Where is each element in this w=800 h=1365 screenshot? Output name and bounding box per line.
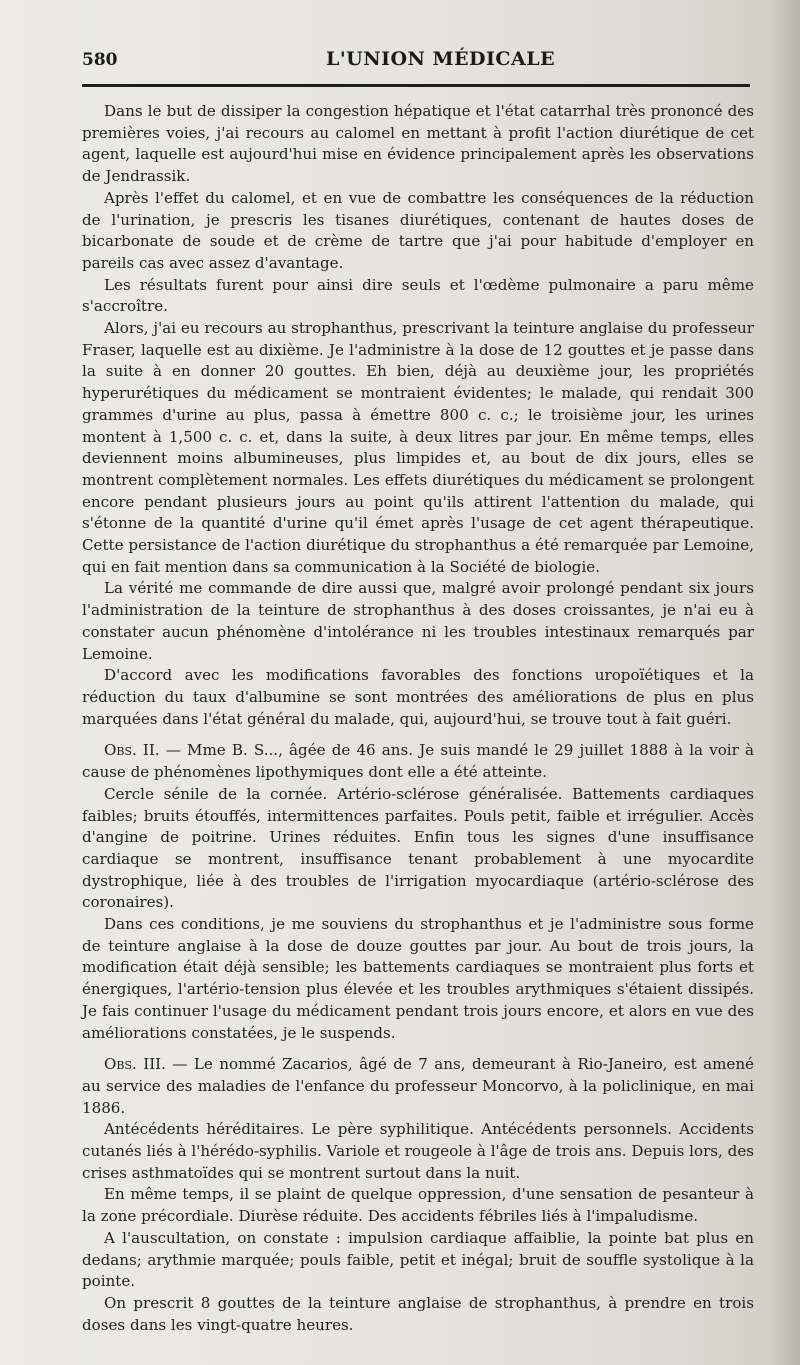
running-title: L'UNION MÉDICALE [326, 48, 556, 70]
paragraph: En même temps, il se plaint de quelque oppression, d'une sensation de pesanteur à la zone précordiale. Diurèse réduite. Des accidents fébriles liés à l'impaludisme. [82, 1185, 754, 1226]
observation-text: — Le nommé Zacarios, âgé de 7 ans, demeurant à Rio-Janeiro, est amené au service des maladies de l'enfance du professeur Moncorvo, à la policlinique, en mai 1886. [82, 1055, 754, 1117]
page-number: 580 [82, 50, 118, 70]
observation-label: Obs. III. [104, 1055, 166, 1074]
paragraph: A l'auscultation, on constate : impulsion cardiaque affaiblie, la pointe bat plus en dedans; arythmie marquée; pouls faible, petit et inégal; bruit de souffle systolique à la pointe. [82, 1228, 754, 1291]
observation-paragraph [82, 1054, 754, 1119]
paragraph: Après l'effet du calomel, et en vue de combattre les conséquences de la réduction de l'urination, je prescris les tisanes diurétiques, contenant de hautes doses de bicarbonate de soude et de crème de tartre que j'ai pour habitude d'employer en pareils cas avec assez d'avantage. [82, 188, 754, 272]
observation-label: Obs. II. [104, 741, 160, 760]
paragraph: Alors, j'ai eu recours au strophanthus, prescrivant la teinture anglaise du professeur Fraser, laquelle est au dixième. Je l'administre à la dose de 12 gouttes et je passe dans la suite à en donner 20 gouttes. Eh bien, déjà au deuxième jour, les propriétés hyperurétiques du médicament se montraient évidentes; le malade, qui rendait 300 grammes d'urine au plus, passa à émettre 800 c. c.; le troisième jour, les urines montent à 1,500 c. c. et, dans la suite, à deux litres par jour. En même temps, elles deviennent moins albumineuses, plus limpides et, au bout de dix jours, elles se montrent complètement normales. Les effets diurétiques du médicament se prolongent encore pendant plusieurs jours au point qu'ils attirent l'attention du malade, qui s'étonne de la quantité d'urine qu'il émet après l'usage de cet agent thérapeutique. Cette persistance de l'action diurétique du strophanthus a été remarquée par Lemoine, qui en fait mention dans sa communication à la Société de biologie. [82, 319, 754, 576]
page-edge-shadow [770, 0, 800, 1365]
paragraph: La vérité me commande de dire aussi que, malgré avoir prolongé pendant six jours l'administration de la teinture de strophanthus à des doses croissantes, je n'ai eu à constater aucun phénomène d'intolérance ni les troubles intestinaux remarqués par Lemoine. [82, 579, 754, 663]
header-rule [82, 84, 750, 87]
observation-text: — Mme B. S..., âgée de 46 ans. Je suis mandé le 29 juillet 1888 à la voir à cause de phénomènes lipothymiques dont elle a été atteinte. [82, 741, 754, 782]
paragraph: Les résultats furent pour ainsi dire seuls et l'œdème pulmonaire a paru même s'accroître. [82, 275, 754, 316]
paragraph: On prescrit 8 gouttes de la teinture anglaise de strophanthus, à prendre en trois doses dans les vingt-quatre heures. [82, 1293, 754, 1334]
article-body [82, 101, 754, 1336]
paragraph: Dans le but de dissiper la congestion hépatique et l'état catarrhal très prononcé des premières voies, j'ai recours au calomel en mettant à profit l'action diurétique de cet agent, laquelle est aujourd'hui mise en évidence principalement après les observations de Jendrassik. [82, 102, 754, 186]
paragraph: D'accord avec les modifications favorables des fonctions uropoïétiques et la réduction du taux d'albumine se sont montrées des améliorations de plus en plus marquées dans l'état général du malade, qui, aujourd'hui, se trouve tout à fait guéri. [82, 666, 754, 728]
paragraph: Cercle sénile de la cornée. Artério-sclérose généralisée. Battements cardiaques faibles; bruits étouffés, intermittences parfaites. Pouls petit, faible et irrégulier. Accès d'angine de poitrine. Urines réduites. Enfin tous les signes d'une insuffisance cardiaque se montrent, insuffisance tenant probablement à une myocardite dystrophique, liée à des troubles de l'irrigation myocardiaque (artério-sclérose des coronaires). [82, 784, 754, 912]
paragraph: Antécédents héréditaires. Le père syphilitique. Antécédents personnels. Accidents cutanés liés à l'hérédo-syphilis. Variole et rougeole à l'âge de trois ans. Depuis lors, des crises asthmatoïdes qui se montrent surtout dans la nuit. [82, 1120, 754, 1182]
page-header [82, 46, 742, 80]
observation-paragraph [82, 740, 754, 783]
paragraph: Dans ces conditions, je me souviens du strophanthus et je l'administre sous forme de teinture anglaise à la dose de douze gouttes par jour. Au bout de trois jours, la modification était déjà sensible; les battements cardiaques se montraient plus forts et énergiques, l'artério-tension plus élevée et les troubles arythmiques s'étaient dissipés. Je fais continuer l'usage du médicament pendant trois jours encore, et alors en vue des améliorations constatées, je le suspends. [82, 915, 754, 1042]
